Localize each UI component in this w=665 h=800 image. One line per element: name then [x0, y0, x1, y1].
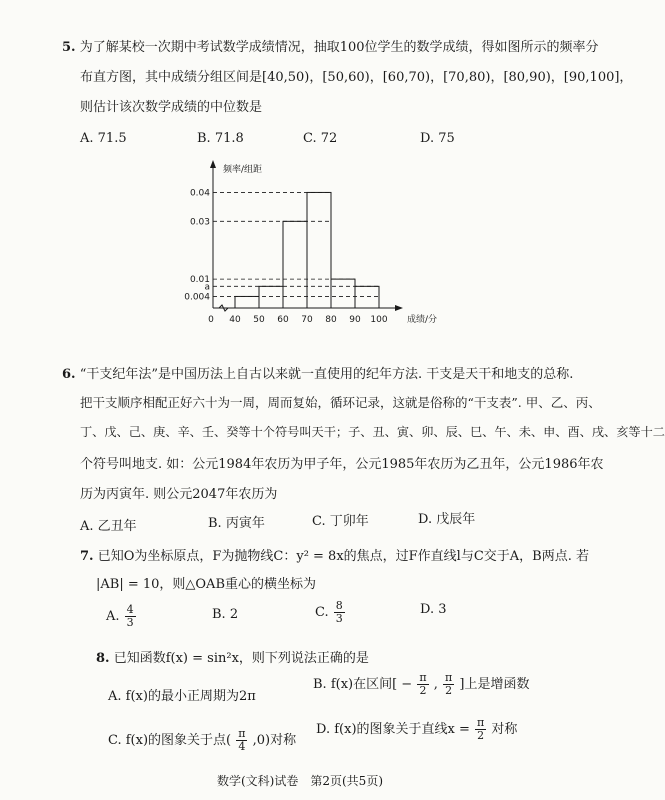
x-tick-label-3: 70	[301, 315, 313, 325]
x-tick-label-0: 40	[229, 315, 241, 325]
q8-option-c-fraction	[236, 728, 247, 753]
q7-option-c-denominator: 3	[335, 612, 343, 625]
q8-option-d-fraction-num: π	[477, 716, 485, 729]
histogram-bar-2	[283, 221, 307, 308]
q6-text-5: 历为丙寅年. 则公元2047年农历为	[80, 487, 278, 502]
q8-number: 8.	[96, 651, 110, 666]
y-tick-label-4: 0.004	[184, 292, 210, 303]
y-axis-title: 频率/组距	[223, 165, 263, 175]
x-tick-label-5: 90	[349, 315, 361, 325]
q7-option-c-fraction	[334, 600, 345, 625]
q8-option-d-fraction-den: 2	[477, 729, 485, 742]
chart-guides	[213, 192, 379, 296]
x-axis-title: 成绩/分	[407, 315, 438, 325]
q6-text-4: 个符号叫地支. 如：公元1984年农历为甲子年，公元1985年农历为乙丑年，公元1986年农	[80, 457, 604, 472]
x-tick-label-6: 100	[370, 315, 388, 325]
q8-option-b-prefix: B. f(x)在区间[ −	[313, 677, 413, 692]
q8-option-b-fraction-1	[417, 672, 428, 697]
q7-number: 7.	[80, 549, 94, 564]
q5-option-c: C. 72	[303, 131, 338, 146]
q8-option-b	[313, 672, 529, 697]
q5-text-3: 则估计该次数学成绩的中位数是	[80, 100, 263, 115]
x-tick-label-2: 60	[277, 315, 289, 325]
q8-option-d-prefix: D. f(x)的图象关于直线x =	[316, 722, 470, 737]
x-tick-label-1: 50	[253, 315, 265, 325]
q6-option-a: A. 乙丑年	[80, 519, 137, 534]
q8-option-a: A. f(x)的最小正周期为2π	[108, 689, 256, 704]
q8-option-b-fraction-2-den: 2	[445, 684, 453, 697]
histogram-bar-3	[307, 192, 331, 308]
q8-option-c-fraction-num: π	[238, 727, 246, 740]
chart-bars	[235, 192, 379, 308]
histogram-bar-1	[259, 286, 283, 308]
q5-option-d: D. 75	[420, 131, 455, 146]
q7-text-2: |AB| = 10，则△OAB重心的横坐标为	[96, 577, 316, 592]
origin-label: 0	[208, 315, 214, 325]
y-tick-label-3: a	[204, 282, 210, 293]
y-tick-label-0: 0.04	[189, 188, 210, 199]
q8-option-c	[108, 728, 296, 753]
q7-option-c-label: C.	[315, 605, 329, 620]
q8-option-d-fraction	[475, 717, 486, 742]
q7-option-a-numerator: 4	[126, 603, 134, 616]
q6-option-c: C. 丁卯年	[312, 514, 369, 529]
q7-line1	[80, 545, 589, 564]
q8-option-b-fraction-2-num: π	[445, 671, 453, 684]
q8-option-c-prefix: C. f(x)的图象关于点(	[108, 733, 232, 748]
q8-option-b-comma: ,	[433, 677, 438, 692]
frequency-histogram	[180, 158, 480, 338]
y-tick-label-1: 0.03	[189, 217, 210, 228]
q5-text-1: 为了解某校一次期中考试数学成绩情况，抽取100位学生的数学成绩，得如图所示的频率分	[79, 40, 599, 55]
q8-option-d-suffix: 对称	[491, 722, 518, 737]
q7-option-a	[106, 604, 137, 629]
q8-option-d	[316, 717, 517, 742]
q8-text-1: 已知函数f(x) = sin²x，则下列说法正确的是	[113, 651, 369, 666]
y-axis-arrow	[210, 160, 216, 168]
q5-line1	[62, 36, 599, 55]
q8-option-c-suffix: ,0)对称	[252, 733, 297, 748]
q8-option-b-fraction-1-num: π	[419, 671, 427, 684]
histogram-bar-4	[331, 279, 355, 308]
q8-option-b-fraction-1-den: 2	[419, 684, 427, 697]
chart-labels	[184, 163, 437, 325]
q8-option-c-fraction-den: 4	[238, 740, 246, 753]
histogram-bar-0	[235, 296, 259, 308]
q6-text-1: “干支纪年法”是中国历法上自古以来就一直使用的纪年方法. 干支是天干和地支的总称.	[79, 367, 574, 382]
q6-line1	[62, 363, 573, 382]
page-footer: 数学(文科)试卷 第2页(共5页)	[217, 774, 383, 788]
q7-option-a-denominator: 3	[126, 616, 134, 629]
q8-option-b-fraction-2	[443, 672, 454, 697]
q5-option-a: A. 71.5	[80, 131, 127, 146]
q5-number: 5.	[62, 40, 76, 55]
x-tick-label-4: 80	[325, 315, 337, 325]
q8-line1	[96, 647, 369, 666]
q6-option-d: D. 戊辰年	[418, 512, 476, 527]
histogram-bar-5	[355, 286, 379, 308]
q7-option-c-numerator: 8	[335, 599, 343, 612]
x-axis-arrow	[395, 305, 403, 311]
y-tick-label-2: 0.01	[189, 275, 210, 286]
q5-text-2: 布直方图，其中成绩分组区间是[40,50)，[50,60)，[60,70)，[70,80)，[80,90)，[90,100]，	[80, 70, 633, 85]
q6-text-3: 丁、戊、己、庚、辛、壬、癸等十个符号叫天干；子、丑、寅、卯、辰、巳、午、未、申、酉、戌、亥等十二	[80, 425, 665, 439]
q7-option-b: B. 2	[212, 607, 239, 622]
q7-option-c	[315, 600, 346, 625]
q5-option-b: B. 71.8	[197, 131, 244, 146]
q7-option-d: D. 3	[420, 602, 447, 617]
q7-text-1: 已知O为坐标原点，F为抛物线C：y² = 8x的焦点，过F作直线l与C交于A，B两点. 若	[97, 549, 589, 564]
q6-text-2: 把干支顺序相配正好六十为一周，周而复始，循环记录，这就是俗称的“干支表”. 甲、乙、丙、	[80, 395, 601, 410]
q6-number: 6.	[62, 367, 76, 382]
q8-option-b-suffix: ]上是增函数	[459, 677, 530, 692]
q7-option-a-fraction	[125, 604, 136, 629]
q7-option-a-label: A.	[106, 609, 120, 624]
q6-option-b: B. 丙寅年	[208, 516, 265, 531]
